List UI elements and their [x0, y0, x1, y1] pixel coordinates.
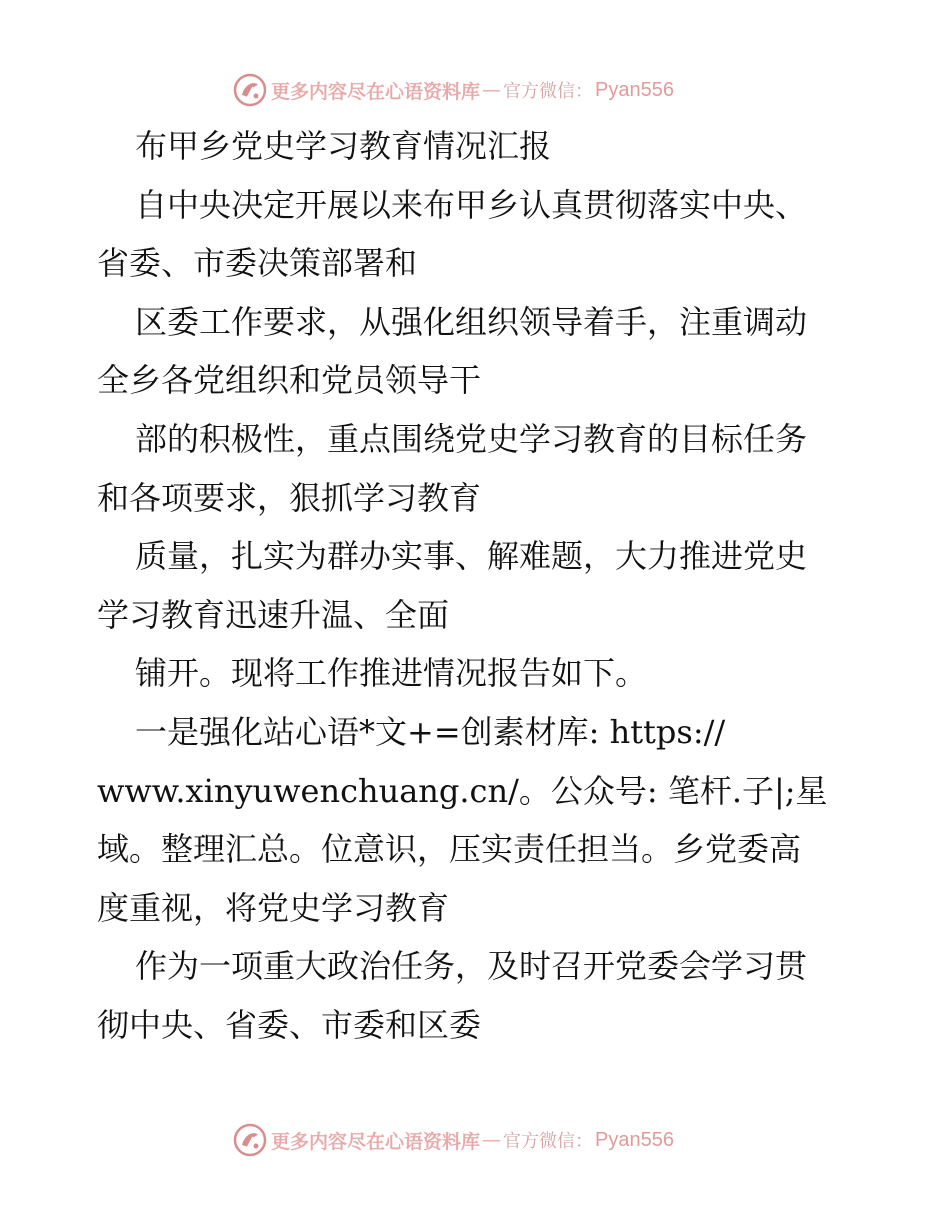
paragraph-line: 域。整理汇总。位意识，压实责任担当。乡党委高	[97, 830, 802, 869]
banner-wechat-id: Pyan556	[595, 78, 674, 101]
banner-wechat-id: Pyan556	[595, 1128, 674, 1151]
paragraph-line: 一是强化站心语*文+=创素材库: https://	[135, 712, 726, 751]
seal-logo-icon	[233, 1123, 267, 1157]
paragraph-line: 自中央决定开展以来布甲乡认真贯彻落实中央、	[135, 185, 808, 224]
seal-logo-icon	[233, 73, 267, 107]
banner-title: 更多内容尽在心语资料库	[271, 1130, 481, 1153]
paragraph-line: 质量，扎实为群办实事、解难题，大力推进党史	[135, 537, 808, 576]
paragraph-line: 学习教育迅速升温、全面	[97, 595, 450, 634]
banner-wechat-label: 官方微信：	[503, 81, 594, 102]
paragraph-line: 铺开。现将工作推进情况报告如下。	[135, 654, 648, 693]
paragraph-line: www.xinyuwenchuang.cn/。公众号: 笔杆.子|;星	[97, 771, 828, 810]
paragraph-line: 度重视，将党史学习教育	[97, 888, 450, 927]
document-title: 布甲乡党史学习教育情况汇报	[135, 127, 552, 165]
paragraph-line: 彻中央、省委、市委和区委	[97, 1005, 482, 1044]
paragraph-line: 区委工作要求，从强化组织领导着手，注重调动	[135, 302, 808, 341]
header-banner	[0, 70, 950, 110]
document-body	[97, 117, 857, 1055]
banner-title: 更多内容尽在心语资料库	[271, 80, 481, 103]
paragraph-line: 作为一项重大政治任务，及时召开党委会学习贯	[135, 947, 808, 986]
paragraph-line: 部的积极性，重点围绕党史学习教育的目标任务	[135, 419, 808, 458]
paragraph-line: 和各项要求，狠抓学习教育	[97, 478, 482, 517]
paragraph-line: 省委、市委决策部署和	[97, 244, 418, 283]
footer-banner	[0, 1120, 950, 1160]
banner-separator: —	[482, 79, 502, 101]
paragraph-line: 全乡各党组织和党员领导干	[97, 361, 482, 400]
banner-separator: —	[482, 1129, 502, 1151]
banner-wechat-label: 官方微信：	[503, 1131, 594, 1152]
